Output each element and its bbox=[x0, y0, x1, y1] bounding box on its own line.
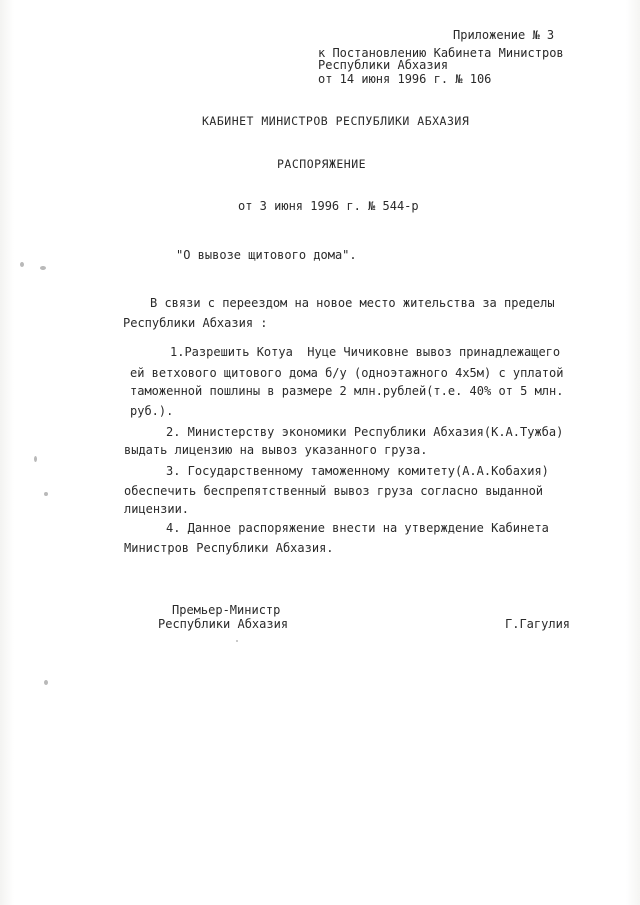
margin-mark bbox=[40, 266, 46, 270]
appendix-reference: к Постановлению Кабинета Министров bbox=[318, 46, 564, 60]
item-1-line-3: таможенной пошлины в размере 2 млн.рублей(т.е. 40% от 5 млн. bbox=[130, 384, 564, 398]
item-2-line-1: 2. Министерству экономики Республики Абхазия(К.А.Тужба) bbox=[166, 425, 564, 439]
appendix-number: Приложение № 3 bbox=[453, 28, 555, 42]
item-1-line-2: ей ветхового щитового дома б/у (одноэтажного 4х5м) с уплатой bbox=[130, 366, 564, 380]
signature-name: Г.Гагулия bbox=[505, 617, 571, 631]
signature-title-line-2: Республики Абхазия bbox=[158, 617, 289, 631]
document-subject: "О вывозе щитового дома". bbox=[176, 248, 357, 262]
organization-title: КАБИНЕТ МИНИСТРОВ РЕСПУБЛИКИ АБХАЗИЯ bbox=[202, 114, 470, 128]
document-type: РАСПОРЯЖЕНИЕ bbox=[277, 157, 367, 171]
item-1-line-1: 1.Разрешить Котуа Нуце Чичиковне вывоз принадлежащего bbox=[170, 345, 561, 359]
margin-mark bbox=[20, 262, 24, 267]
item-1-line-4: руб.). bbox=[130, 404, 174, 418]
signature-title-line-1: Премьер-Министр bbox=[172, 603, 281, 617]
intro-line-1: В связи с переездом на новое место жительства за пределы bbox=[150, 296, 555, 310]
item-2-line-2: выдать лицензию на вывоз указанного груза. bbox=[124, 443, 428, 457]
item-4-line-2: Министров Республики Абхазия. bbox=[124, 541, 334, 555]
item-3-line-1: 3. Государственному таможенному комитету(А.А.Кобахия) bbox=[166, 464, 549, 478]
margin-mark bbox=[34, 456, 37, 462]
margin-mark bbox=[236, 640, 238, 642]
margin-mark bbox=[44, 492, 48, 496]
item-3-line-3: лицензии. bbox=[124, 502, 190, 516]
item-3-line-2: обеспечить беспрепятственный вывоз груза согласно выданной bbox=[124, 484, 544, 498]
document-date: от 3 июня 1996 г. № 544-р bbox=[238, 199, 419, 213]
margin-mark bbox=[44, 680, 48, 685]
item-4-line-1: 4. Данное распоряжение внести на утверждение Кабинета bbox=[166, 521, 549, 535]
appendix-republic: Республики Абхазия bbox=[318, 58, 449, 72]
appendix-date: от 14 июня 1996 г. № 106 bbox=[318, 72, 492, 86]
intro-line-2: Республики Абхазия : bbox=[123, 316, 268, 330]
